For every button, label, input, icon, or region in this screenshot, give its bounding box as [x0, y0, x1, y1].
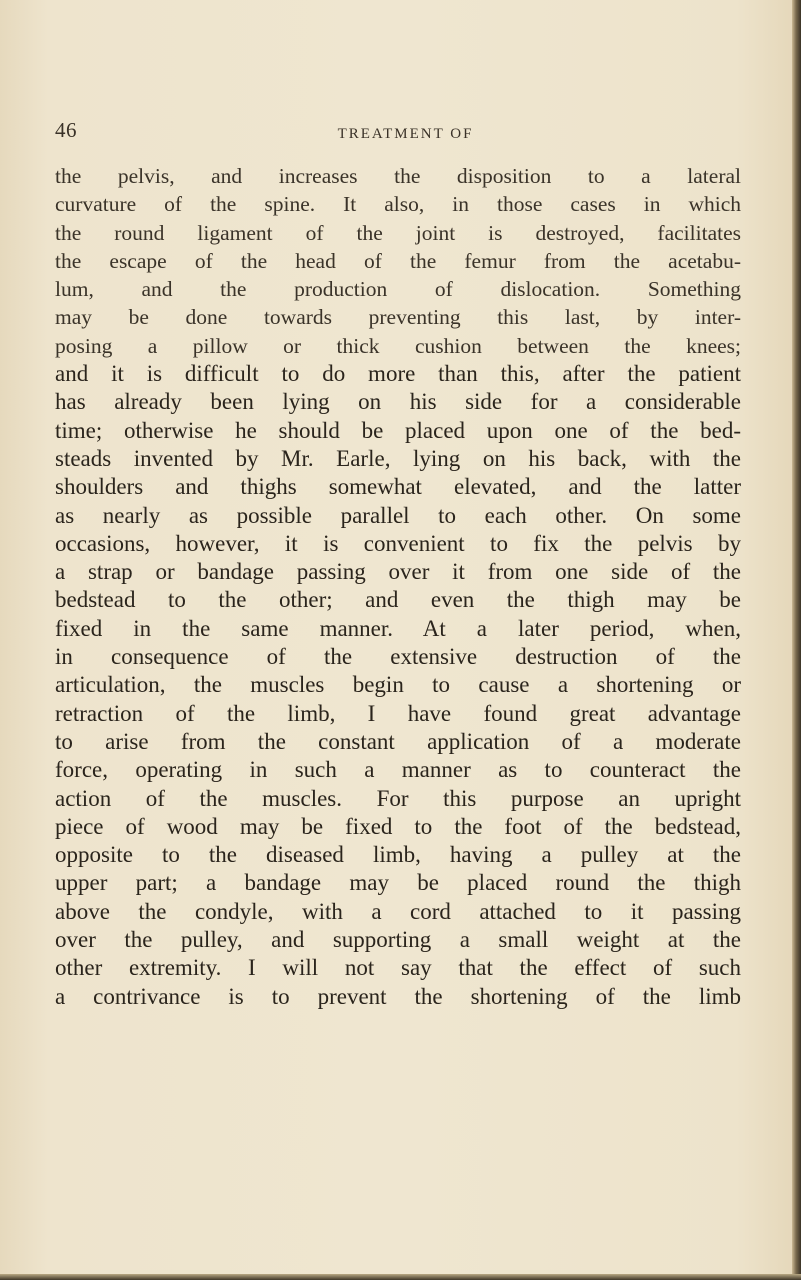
text-line: curvature of the spine. It also, in those cases in which: [55, 192, 741, 217]
text-line: to arise from the constant application of a moderate: [55, 728, 741, 754]
text-line: piece of wood may be fixed to the foot of the bedstead,: [55, 813, 741, 839]
text-line: shoulders and thighs somewhat elevated, and the latter: [55, 474, 741, 500]
text-line: action of the muscles. For this purpose an upright: [55, 785, 741, 811]
text-line: upper part; a bandage may be placed round the thigh: [55, 870, 741, 896]
page-bottom-edge: [0, 1274, 801, 1280]
text-line: the pelvis, and increases the disposition to a lateral: [55, 164, 741, 188]
text-line: articulation, the muscles begin to cause a shortening or: [55, 672, 741, 698]
text-line: over the pulley, and supporting a small weight at the: [55, 927, 741, 953]
text-line: and it is difficult to do more than this, after the patient: [55, 361, 741, 387]
text-line: above the condyle, with a cord attached to it passing: [55, 898, 741, 924]
text-line: opposite to the diseased limb, having a pulley at the: [55, 842, 741, 868]
text-line: occasions, however, it is convenient to fix the pelvis by: [55, 530, 741, 556]
text-line: posing a pillow or thick cushion between the knees;: [55, 333, 741, 358]
text-line: retraction of the limb, I have found great advantage: [55, 700, 741, 726]
text-line: a strap or bandage passing over it from one side of the: [55, 559, 741, 585]
text-line: has already been lying on his side for a considerable: [55, 389, 741, 415]
text-line: in consequence of the extensive destruction of the: [55, 644, 741, 670]
text-line: the round ligament of the joint is destroyed, facilitates: [55, 220, 741, 245]
text-line: lum, and the production of dislocation. Something: [55, 277, 741, 302]
text-line: a contrivance is to prevent the shortening of the limb: [55, 983, 741, 1009]
text-line: steads invented by Mr. Earle, lying on his back, with the: [55, 445, 741, 471]
text-line: fixed in the same manner. At a later period, when,: [55, 615, 741, 641]
page-number: 46: [55, 118, 77, 142]
body-text: [55, 162, 741, 1011]
text-line: as nearly as possible parallel to each other. On some: [55, 502, 741, 528]
text-line: bedstead to the other; and even the thigh may be: [55, 587, 741, 613]
book-spine-shadow: [792, 0, 801, 1280]
text-line: force, operating in such a manner as to counteract the: [55, 757, 741, 783]
text-line: time; otherwise he should be placed upon one of the bed-: [55, 417, 741, 443]
text-line: other extremity. I will not say that the effect of such: [55, 955, 741, 981]
text-line: may be done towards preventing this last, by inter-: [55, 305, 741, 330]
text-line: the escape of the head of the femur from the acetabu-: [55, 248, 741, 273]
running-head: TREATMENT OF: [337, 126, 474, 142]
